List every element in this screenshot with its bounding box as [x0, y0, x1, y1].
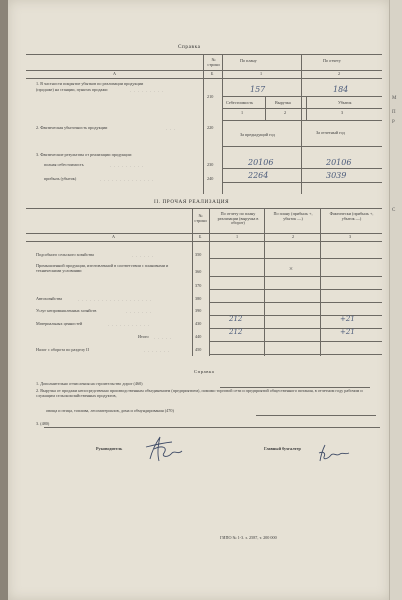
scan-left-border: [0, 0, 8, 600]
s2-c3-440: +21: [340, 328, 355, 336]
s3-line-3: овоща и птица, топлива, лесоматериалов, дома и обмундирования (470): [46, 408, 174, 413]
s1-row-text: 3. Фактические результаты от реализации продукции:: [36, 152, 133, 157]
s1-sub-cost: Себестоимость: [226, 100, 254, 105]
s1-col-header-plan: По плану: [240, 58, 257, 63]
print-footer: ГИПО № 1-3. з. 2587, т. 200 000: [220, 535, 277, 540]
s2-row-code: 430: [195, 321, 202, 326]
s3-line-2: 2. Выручка от продажи непосредственно производственным объединением (предприятием), помимо торговой сети и предприятий общественного питания, в отчетном году рабочим и служащим сельскохозяйственных продуктов,: [36, 388, 363, 398]
adjacent-page-edge: [389, 0, 402, 600]
s1-row-text-cont: полная себестоимость: [44, 162, 84, 167]
edge-fragment: Р: [392, 120, 395, 125]
s2-letter-1: 1: [236, 234, 239, 239]
s2-row-code: 450: [195, 347, 202, 352]
s2-row-code: 350: [195, 252, 202, 257]
s1-sub-num-3: 3: [341, 110, 344, 115]
section2-title: II. ПРОЧАЯ РЕАЛИЗАЦИЯ: [154, 199, 230, 205]
s2-col-header-2: По плану (прибыль +, убыток —): [273, 211, 313, 221]
s1-row-text: 1. В частности покрытие убытков по реализации продукции: [36, 81, 144, 86]
s1-sub-num-2: 2: [284, 110, 287, 115]
s1-row-text-cont: (продаже) на станции, пунктах продажи: [36, 87, 108, 92]
s1-row-code: 210: [207, 94, 214, 99]
s1-row-text: прибыль (убыток): [44, 176, 77, 181]
signature-label-accountant: Главный бухгалтер: [264, 446, 301, 451]
s1-letter-b: Б: [211, 71, 214, 76]
director-signature: [142, 431, 188, 467]
s2-row-text: Подсобного сельского хозяйства: [36, 252, 94, 257]
s2-row-code: 370: [195, 283, 202, 288]
s3-line-4: 3. (480): [36, 421, 50, 426]
s1-letter-2: 2: [338, 71, 341, 76]
s2-c1-440: 212: [229, 328, 243, 336]
s3-line-1: 1. Дополнительно отчисления на строительство дорог (460): [36, 381, 143, 386]
s2-col-header-1: По отчету по плану реализации (выручка в оборот): [217, 211, 259, 226]
s2-row-code: 440: [195, 334, 202, 339]
s2-col-header-3: Фактически (прибыль +, убыток —): [329, 211, 374, 221]
s1-fact-230: 20106: [326, 158, 352, 167]
section1-title: Справка: [178, 44, 201, 50]
s2-row-code: 380: [195, 296, 202, 301]
s1-row-code: 240: [207, 176, 214, 181]
s1-col-header-no: № строки: [207, 57, 220, 67]
s2-row-text: Материальных ценностей: [36, 321, 83, 326]
s2-letter-3: 3: [349, 234, 352, 239]
s2-row-text: Услуг непромышленных хозяйств: [36, 308, 97, 313]
s1-mid-header-curr: За отчетный год: [316, 130, 345, 135]
signature-label-director: Руководитель: [96, 446, 123, 451]
accountant-signature: [314, 441, 354, 467]
s1-sub-num-1: 1: [241, 110, 244, 115]
s1-plan-240: 2264: [248, 171, 269, 180]
s2-row-text: Промышленной продукции, изготовленной в соответствии с плановыми и техническими условиями: [36, 263, 169, 273]
s2-row-code: 390: [195, 308, 202, 313]
s1-plan-230: 20106: [248, 158, 274, 167]
s2-letter-b: Б: [199, 234, 202, 239]
section3-title: Справка: [194, 369, 215, 374]
s2-row-code: 360: [195, 269, 202, 274]
s1-row-code: 230: [207, 162, 214, 167]
s2-row-text: Налог с оборота по разделу II: [36, 347, 89, 352]
s2-letter-a: А: [112, 234, 116, 239]
s1-letter-1: 1: [260, 71, 263, 76]
s1-row-code: 220: [207, 125, 214, 130]
s1-row-text: 2. Фактическая убыточность продукции: [36, 125, 108, 130]
edge-fragment: С: [392, 208, 396, 213]
s2-c3-430: +21: [340, 315, 355, 323]
edge-fragment: П: [392, 110, 396, 115]
s2-row-text: Автохозяйства: [36, 296, 62, 301]
document-page: Справка № строки По плану По отчету А Б 1 2 1. В частности покрытие убытков по реализации продукции (продаже) на станции, пунктах продажи . . . . . . . . . 210 157 184 Себестоимость Выручка Убыток 1 2 3 2. Фактическая убыточность продукции . . . 220 За предыдущий год За отчетный год 3. Фактические результаты от реализации продукции: полная себестоимость . . . . . . . . . 230 20106 20106 прибыль (убыток) . . . . . . . . . . . . . . 240 2264 3039 II. ПРОЧАЯ РЕАЛИЗАЦИЯ № строки По отчету по плану реализации (выручка в оборот) По плану (прибыль +, убыток —) Фактически (прибыль +, убыток —) А Б 1 2 3 Подсобного сельского хозяйства . . . . . . 350 Промышленной продукции, изготовленной в соответствии с плановыми и техническими условиями 360 × 370 Автохозяйства . . . . . . . . . . . . . . . . . . . 380 Услуг непромышленных хозяйств . . . . . . . 390 Материальных ценностей . . . . . . . . . . . 430 212 +21 Итого . . . . . 440 212 +21 Налог с оборота по разделу II . . . . . . . 450 Справка 1. Дополнительно отчисления на строительство дорог (460) 2. Выручка от продажи непосредственно производственным объединением (предприятием), помимо торговой сети и предприятий общественного питания, в отчетном году рабочим и служащим сельскохозяйственных продуктов, овоща и птица, топлива, лесоматериалов, дома и обмундирования (470) 3. (480) Руководитель Главный бухгалтер ГИПО № 1-3. з. 2587, т. 200 000: [8, 0, 390, 600]
s2-letter-2: 2: [292, 234, 295, 239]
s2-c1-430: 212: [229, 315, 243, 323]
s1-fact-210: 184: [333, 85, 349, 94]
s2-col-header-no: № строки: [194, 213, 207, 223]
s1-mid-header-prev: За предыдущий год: [240, 132, 275, 137]
s1-sub-revenue: Выручка: [275, 100, 291, 105]
s1-sub-loss: Убыток: [338, 100, 352, 105]
s1-fact-240: 3039: [326, 171, 347, 180]
s1-col-header-fact: По отчету: [323, 58, 341, 63]
s1-plan-210: 157: [250, 85, 266, 94]
s2-cross-mark: ×: [289, 265, 293, 273]
edge-fragment: М: [392, 96, 397, 101]
s1-letter-a: А: [113, 71, 117, 76]
s2-row-text: Итого: [138, 334, 149, 339]
